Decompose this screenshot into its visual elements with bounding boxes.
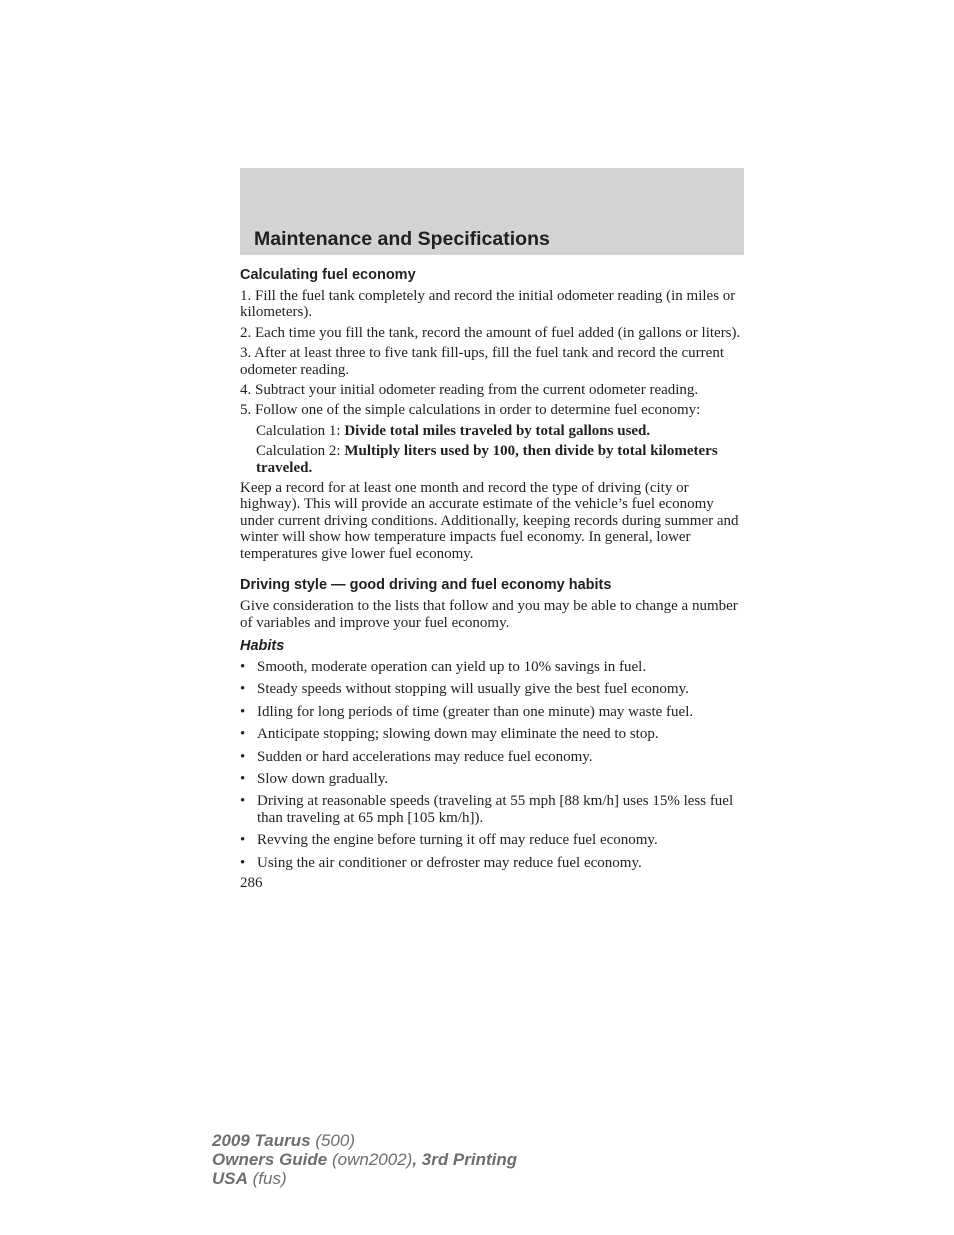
page-number: 286 [240, 874, 263, 891]
calculation-2-text: Multiply liters used by 100, then divide by total kilometers traveled. [256, 443, 718, 476]
habits-list [240, 659, 745, 871]
footer-line-model [212, 1131, 517, 1150]
driving-style-intro: Give consideration to the lists that follow and you may be able to change a number of variables and improve your fuel economy. [240, 598, 738, 631]
document-footer [212, 1131, 517, 1188]
step-2: 2. Each time you fill the tank, record the amount of fuel added (in gallons or liters). [240, 324, 741, 341]
habit-text: Driving at reasonable speeds (traveling at 55 mph [88 km/h] uses 15% less fuel than traveling at 65 mph [105 km/h]). [257, 793, 734, 826]
habit-text: Slow down gradually. [257, 770, 389, 787]
footer-printing: , 3rd Printing [412, 1150, 518, 1169]
list-item [240, 771, 745, 787]
habit-text: Steady speeds without stopping will usually give the best fuel economy. [257, 681, 689, 698]
bullet-glyph: • [240, 854, 246, 871]
footer-line-region [212, 1169, 517, 1188]
list-item [240, 855, 745, 871]
bullet-glyph: • [240, 793, 246, 810]
list-item [240, 659, 745, 675]
footer-region: USA [212, 1169, 248, 1188]
habit-text: Using the air conditioner or defroster may reduce fuel economy. [257, 854, 642, 871]
section-header-band [240, 168, 744, 255]
habit-text: Anticipate stopping; slowing down may eliminate the need to stop. [257, 726, 659, 743]
subheading-habits: Habits [240, 637, 285, 654]
habit-text: Smooth, moderate operation can yield up to 10% savings in fuel. [257, 658, 647, 675]
footer-line-guide [212, 1150, 517, 1169]
list-item [240, 793, 745, 826]
bullet-glyph: • [240, 681, 246, 698]
list-item [240, 704, 745, 720]
heading-driving-style: Driving style — good driving and fuel economy habits [240, 577, 612, 594]
footer-guide-code: (own2002) [327, 1150, 413, 1169]
step-1: 1. Fill the fuel tank completely and record the initial odometer reading (in miles or kilometers). [240, 288, 736, 321]
footer-model: 2009 Taurus [212, 1131, 311, 1150]
bullet-glyph: • [240, 726, 246, 743]
calculation-2-label: Calculation 2: [256, 443, 345, 460]
page-content [240, 266, 745, 891]
habit-text: Idling for long periods of time (greater than one minute) may waste fuel. [257, 703, 694, 720]
footer-guide: Owners Guide [212, 1150, 328, 1169]
list-item [240, 832, 745, 848]
bullet-glyph: • [240, 748, 246, 765]
step-4: 4. Subtract your initial odometer reading from the current odometer reading. [240, 382, 699, 399]
list-item [240, 726, 745, 742]
footer-region-code: (fus) [247, 1169, 287, 1188]
calculation-1-label: Calculation 1: [256, 422, 345, 439]
calculation-2 [256, 443, 745, 476]
habit-text: Sudden or hard accelerations may reduce fuel economy. [257, 748, 593, 765]
bullet-glyph: • [240, 832, 246, 849]
bullet-glyph: • [240, 770, 246, 787]
list-item [240, 681, 745, 697]
heading-calculating-fuel-economy: Calculating fuel economy [240, 267, 416, 283]
record-paragraph: Keep a record for at least one month and record the type of driving (city or highway). This will provide an accurate estimate of the vehicle’s fuel economy under current driving conditions. Additionally, keeping records during summer and winter will show how temperature impacts fuel economy. In general, lower temperatures give lower fuel economy. [240, 480, 739, 562]
footer-model-code: (500) [310, 1131, 356, 1150]
calculation-1-text: Divide total miles traveled by total gallons used. [344, 422, 651, 439]
list-item [240, 749, 745, 765]
step-3: 3. After at least three to five tank fill-ups, fill the fuel tank and record the current odometer reading. [240, 345, 724, 378]
bullet-glyph: • [240, 658, 246, 675]
calculation-1 [256, 423, 745, 439]
habit-text: Revving the engine before turning it off may reduce fuel economy. [257, 832, 658, 849]
step-5: 5. Follow one of the simple calculations in order to determine fuel economy: [240, 402, 701, 419]
bullet-glyph: • [240, 703, 246, 720]
section-title: Maintenance and Specifications [254, 228, 550, 250]
